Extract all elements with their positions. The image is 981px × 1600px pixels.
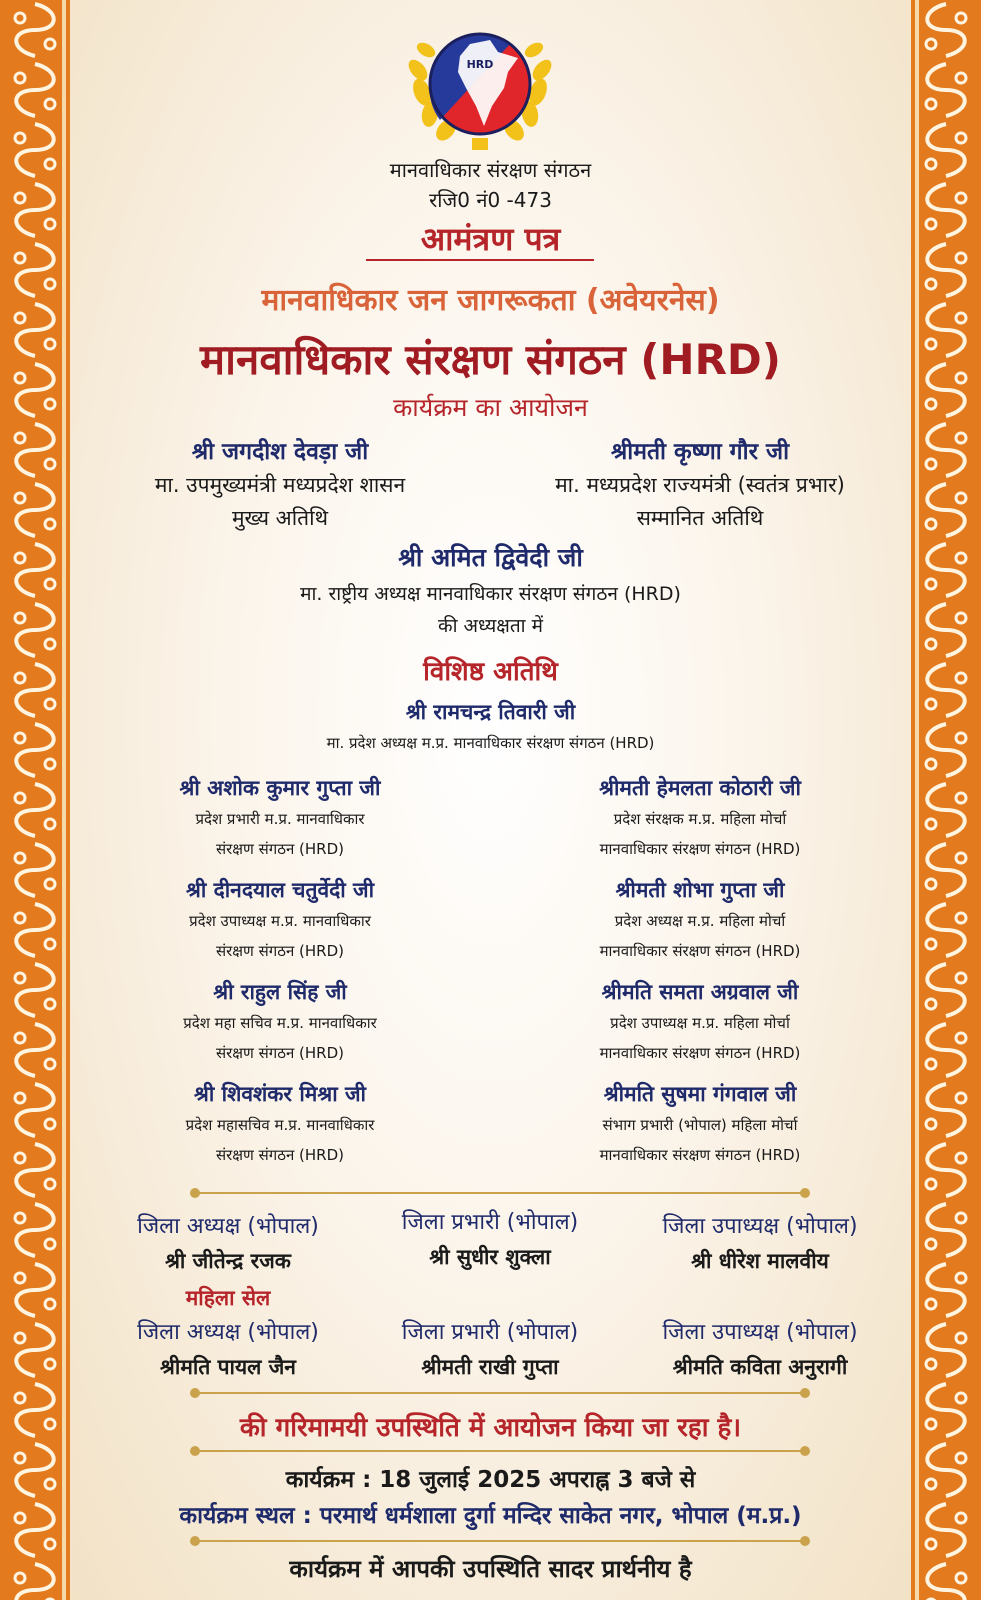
guest-post: प्रदेश महा सचिव म.प्र. मानवाधिकार xyxy=(183,1014,377,1032)
chief-guest-role: मुख्य अतिथि xyxy=(231,506,328,530)
women-cell-member xyxy=(620,1316,900,1384)
member-post: जिला उपाध्यक्ष (भोपाल) xyxy=(662,1214,858,1239)
special-guests-heading: विशिष्ठ अतिथि xyxy=(423,657,558,687)
guest-name: श्री दीनदयाल चतुर्वेदी जी xyxy=(185,878,375,902)
guest-name: श्री अशोक कुमार गुप्ता जी xyxy=(179,776,381,800)
president-post: मा. राष्ट्रीय अध्यक्ष मानवाधिकार संरक्षण संगठन (HRD) xyxy=(300,583,681,605)
event-venue-line xyxy=(0,1498,981,1530)
district-member xyxy=(88,1210,368,1278)
closing-request: कार्यक्रम में आपकी उपस्थिति सादर प्रार्थनीय है xyxy=(289,1555,692,1583)
special-guest-entry xyxy=(70,976,490,1078)
special-guest-top-name: श्री रामचन्द्र तिवारी जी xyxy=(405,700,576,724)
event-time: कार्यक्रम : 18 जुलाई 2025 अपराह्न 3 बजे से xyxy=(285,1467,696,1493)
guest-post: प्रदेश अध्यक्ष म.प्र. महिला मोर्चा xyxy=(614,912,786,930)
women-cell-member xyxy=(350,1316,630,1384)
president-name: श्री अमित द्विवेदी जी xyxy=(398,543,583,572)
women-cell-heading: महिला सेल xyxy=(185,1286,271,1310)
presence-line: की गरिमामयी उपस्थिति में आयोजन किया जा रहा है। xyxy=(239,1413,742,1443)
registration-number: रजि0 नं0 -473 xyxy=(429,188,552,212)
guest-org: मानवाधिकार संरक्षण संगठन (HRD) xyxy=(599,1146,801,1164)
invitation-title: आमंत्रण पत्र xyxy=(420,220,561,258)
guest-post: प्रदेश संरक्षक म.प्र. महिला मोर्चा xyxy=(613,810,787,828)
women-cell-member xyxy=(88,1316,368,1384)
awareness-heading: मानवाधिकार जन जागरूकता (अवेयरनेस) xyxy=(261,283,720,318)
member-name: श्रीमति कविता अनुरागी xyxy=(672,1355,848,1379)
member-name: श्रीमती राखी गुप्ता xyxy=(421,1355,559,1379)
guest-name: श्रीमती शोभा गुप्ता जी xyxy=(615,878,785,902)
guest-org: मानवाधिकार संरक्षण संगठन (HRD) xyxy=(599,1044,801,1062)
venue-label: कार्यक्रम स्थल xyxy=(179,1503,295,1529)
special-guests-left xyxy=(70,772,490,1180)
guest-org: संरक्षण संगठन (HRD) xyxy=(216,1044,344,1062)
special-guest-entry xyxy=(70,1078,490,1180)
guest-name: श्रीमती हेमलता कोठारी जी xyxy=(599,776,801,800)
special-guest-entry xyxy=(490,976,910,1078)
honoured-guest-name: श्रीमती कृष्णा गौर जी xyxy=(610,439,790,465)
guest-name: श्री शिवशंकर मिश्रा जी xyxy=(194,1082,366,1106)
guest-post: संभाग प्रभारी (भोपाल) महिला मोर्चा xyxy=(602,1116,798,1134)
guest-org: मानवाधिकार संरक्षण संगठन (HRD) xyxy=(599,840,801,858)
district-member xyxy=(350,1206,630,1274)
venue-address: : परमार्थ धर्मशाला दुर्गा मन्दिर साकेत नगर, भोपाल (म.प्र.) xyxy=(302,1503,802,1529)
honoured-guest-role: सम्मानित अतिथि xyxy=(636,506,764,530)
logo-letters: HRD xyxy=(466,58,494,71)
special-guest-entry xyxy=(70,874,490,976)
title-underline xyxy=(366,259,594,261)
chief-guest-name: श्री जगदीश देवड़ा जी xyxy=(191,439,369,465)
guest-org: संरक्षण संगठन (HRD) xyxy=(216,942,344,960)
chief-guest-post: मा. उपमुख्यमंत्री मध्यप्रदेश शासन xyxy=(154,473,406,497)
guest-post: प्रदेश उपाध्यक्ष म.प्र. महिला मोर्चा xyxy=(610,1014,790,1032)
district-member xyxy=(620,1210,900,1278)
special-guest-entry xyxy=(70,772,490,874)
honoured-guest-post: मा. मध्यप्रदेश राज्यमंत्री (स्वतंत्र प्रभार) xyxy=(555,473,845,497)
special-guest-entry xyxy=(490,772,910,874)
special-guests-right xyxy=(490,772,910,1180)
org-name: मानवाधिकार संरक्षण संगठन xyxy=(389,158,592,182)
program-organised-by: कार्यक्रम का आयोजन xyxy=(393,393,588,422)
presidency-text: की अध्यक्षता में xyxy=(437,615,543,637)
guest-post: प्रदेश उपाध्यक्ष म.प्र. मानवाधिकार xyxy=(189,912,371,930)
special-guest-top-post: मा. प्रदेश अध्यक्ष म.प्र. मानवाधिकार संरक्षण संगठन (HRD) xyxy=(326,734,655,752)
main-heading: मानवाधिकार संरक्षण संगठन (HRD) xyxy=(200,335,781,384)
guest-name: श्री राहुल सिंह जी xyxy=(213,980,347,1004)
member-name: श्री जीतेन्द्र रजक xyxy=(165,1249,291,1273)
divider-2 xyxy=(195,1392,805,1394)
member-post: जिला अध्यक्ष (भोपाल) xyxy=(137,1320,319,1345)
guest-name: श्रीमति सुषमा गंगवाल जी xyxy=(603,1082,797,1106)
guest-post: प्रदेश महासचिव म.प्र. मानवाधिकार xyxy=(185,1116,375,1134)
member-post: जिला प्रभारी (भोपाल) xyxy=(401,1320,579,1345)
member-name: श्रीमति पायल जैन xyxy=(160,1355,296,1379)
special-guest-entry xyxy=(490,1078,910,1180)
guest-org: संरक्षण संगठन (HRD) xyxy=(216,1146,344,1164)
divider-4 xyxy=(195,1540,805,1542)
member-post: जिला प्रभारी (भोपाल) xyxy=(401,1210,579,1235)
hrd-logo xyxy=(400,22,560,152)
member-name: श्री धीरेश मालवीय xyxy=(691,1249,829,1273)
guest-org: संरक्षण संगठन (HRD) xyxy=(216,840,344,858)
divider-3 xyxy=(195,1450,805,1452)
guest-org: मानवाधिकार संरक्षण संगठन (HRD) xyxy=(599,942,801,960)
guest-name: श्रीमति समता अग्रवाल जी xyxy=(601,980,799,1004)
member-post: जिला अध्यक्ष (भोपाल) xyxy=(137,1214,319,1239)
member-name: श्री सुधीर शुक्ला xyxy=(429,1245,551,1269)
guest-post: प्रदेश प्रभारी म.प्र. मानवाधिकार xyxy=(195,810,365,828)
member-post: जिला उपाध्यक्ष (भोपाल) xyxy=(662,1320,858,1345)
chief-guest-block xyxy=(70,436,490,534)
special-guest-entry xyxy=(490,874,910,976)
honoured-guest-block xyxy=(490,436,910,534)
divider-1 xyxy=(195,1192,805,1194)
